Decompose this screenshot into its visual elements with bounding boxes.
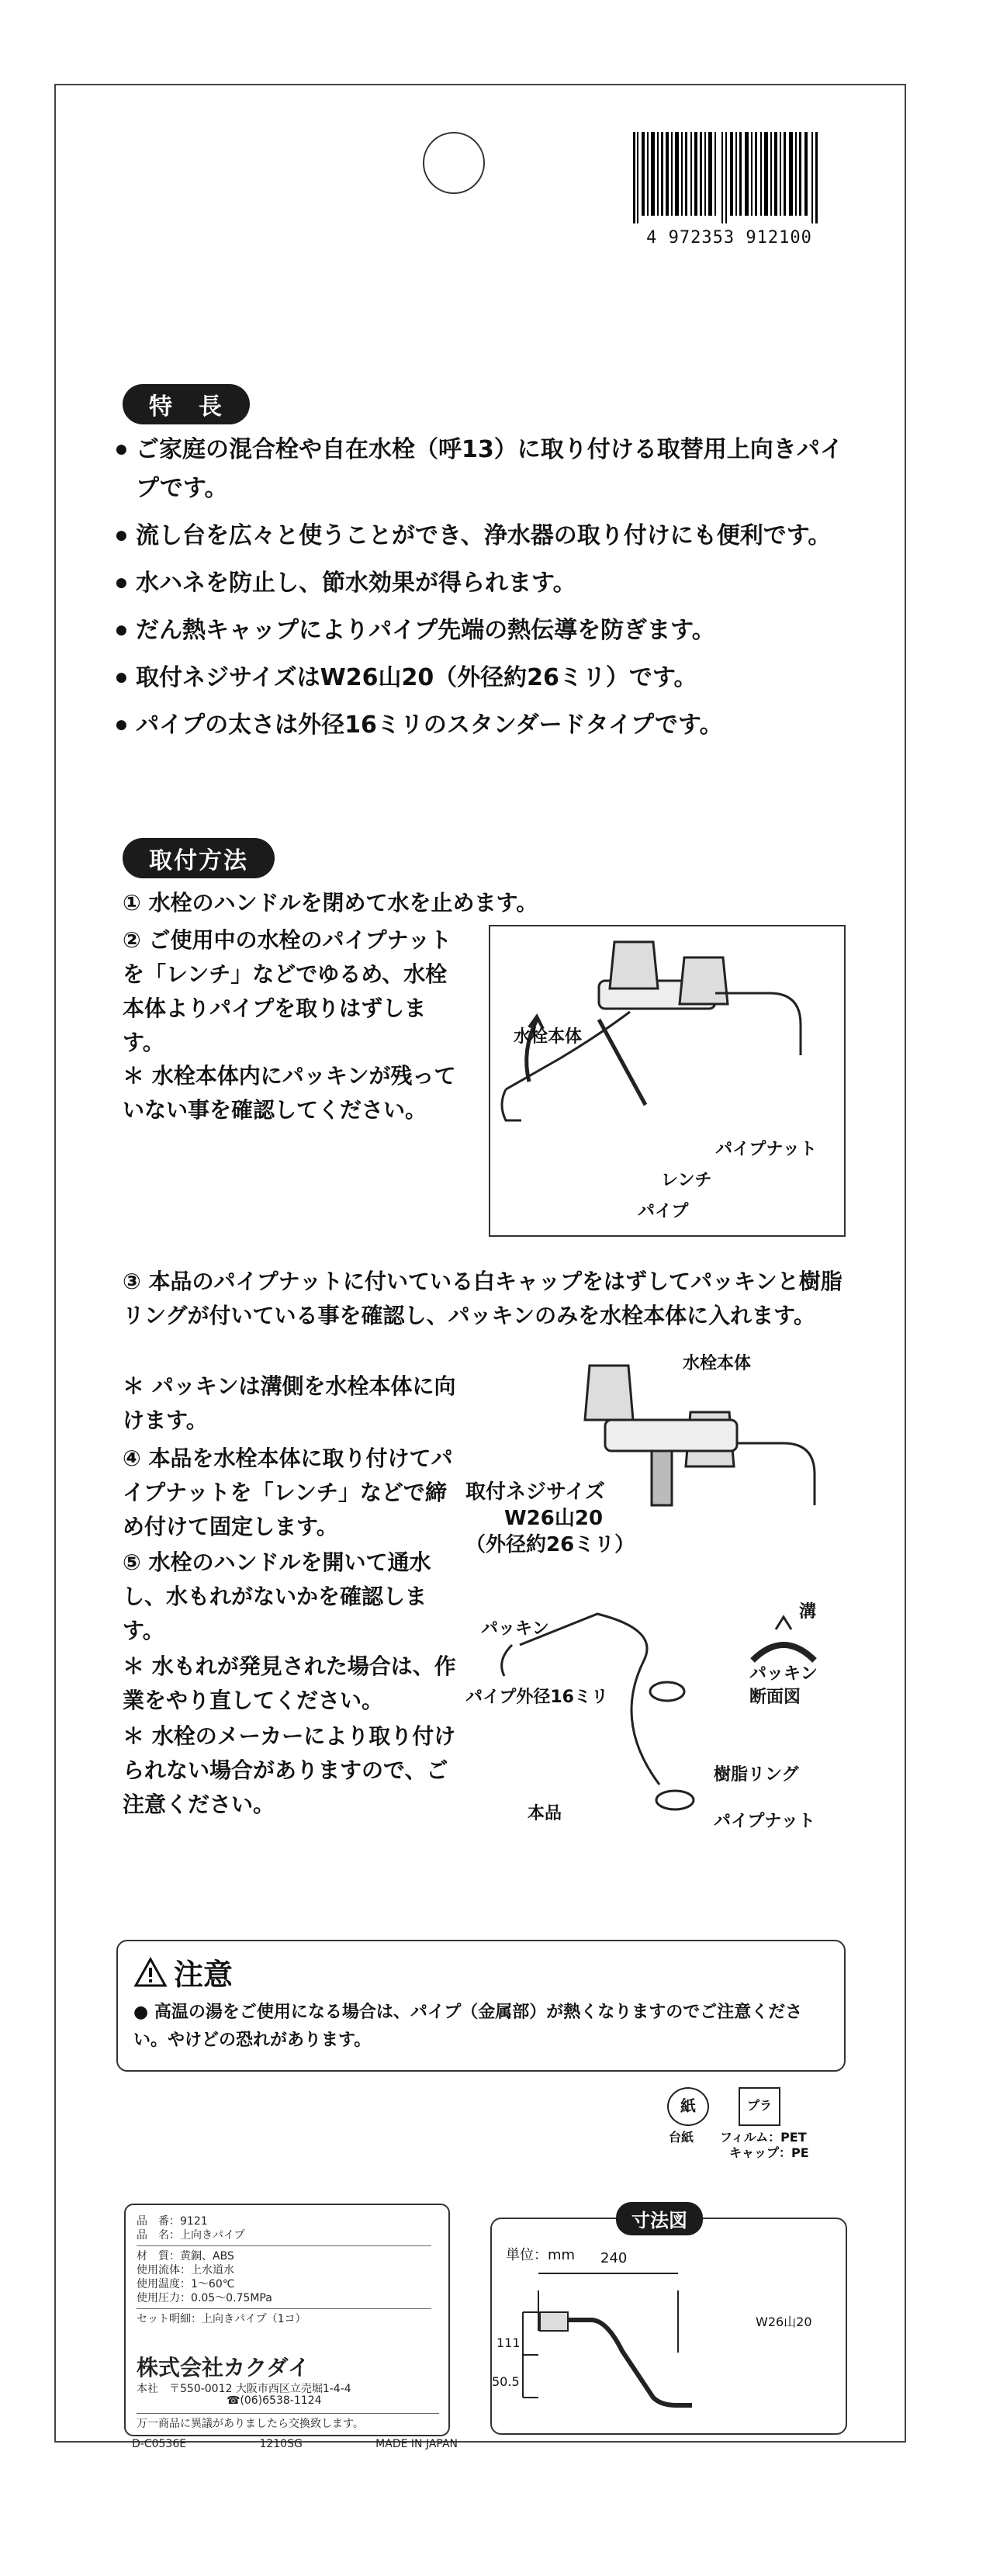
spec-codes — [132, 2438, 458, 2450]
pipe-nut-label-2: パイプナット — [714, 1812, 815, 1831]
company-name: 株式会社カクダイ — [137, 2355, 310, 2380]
barcode — [628, 132, 830, 248]
spec-line: 使用流体：上水道水 — [137, 2264, 234, 2277]
groove-label: 溝 — [799, 1602, 817, 1622]
guarantee-text: 万一商品に異議がありましたら交換致します。 — [137, 2413, 439, 2431]
install-step-3: ③ 本品のパイプナットに付いている白キャップをはずしてパッキンと樹脂リングが付いている事を確認し、パッキンのみを水栓本体に入れます。 — [123, 1269, 842, 1328]
install-note-4: ＊ 水栓のメーカーにより取り付けられない場合がありますので、ご注意ください。 — [123, 1723, 456, 1817]
resin-ring-label: 樹脂リング — [714, 1765, 799, 1785]
install-step-4: ④ 本品を水栓本体に取り付けてパイプナットを「レンチ」などで締め付けて固定します。 — [123, 1446, 453, 1539]
features-list — [120, 431, 865, 753]
barcode-bars — [628, 132, 830, 223]
faucet-body-label: 水栓本体 — [514, 1027, 583, 1047]
spec-line: 材 質：黄銅、ABS — [137, 2250, 234, 2263]
packing-section-label-2: 断面図 — [749, 1688, 801, 1707]
pipe-nut-label: パイプナット — [715, 1140, 817, 1159]
spec-line: 使用温度：1〜60℃ — [137, 2278, 235, 2290]
caution-box — [116, 1940, 846, 2072]
spec-line: 品 番：9121 — [137, 2215, 208, 2228]
install-step-1: ① 水栓のハンドルを閉めて水を止めます。 — [123, 890, 538, 916]
assembly-figure — [465, 1350, 853, 1854]
screw-size-label: 取付ネジサイズ — [465, 1480, 605, 1504]
caution-heading — [133, 1951, 233, 1993]
cap-label: キャップ：PE — [729, 2145, 809, 2160]
product-code: D-C0536E — [132, 2438, 187, 2450]
dimension-heading: 寸法図 — [616, 2202, 703, 2235]
install-step-5: ⑤ 水栓のハンドルを開いて通水し、水もれがないかを確認します。 — [123, 1549, 431, 1643]
packing-label: パッキン — [481, 1619, 549, 1639]
faucet-body-label-2: 水栓本体 — [683, 1354, 752, 1373]
spec-line: 使用圧力：0.05〜0.75MPa — [137, 2292, 272, 2304]
company-tel: ☎(06)6538-1124 — [227, 2394, 322, 2407]
packing-section-label-1: パッキン — [749, 1664, 818, 1684]
barcode-number: 4 972353 912100 — [646, 228, 812, 248]
screw-size-diameter: （外径約26ミリ） — [465, 1533, 635, 1556]
feature-item: ● 取付ネジサイズはW26山20（外径約26ミリ）です。 — [120, 659, 865, 698]
screw-size-value: W26山20 — [504, 1507, 604, 1530]
paper-label: 台紙 — [669, 2130, 694, 2145]
spec-lines — [137, 2214, 431, 2326]
hang-hole — [423, 132, 485, 194]
warning-icon — [133, 1957, 168, 1988]
spec-box — [124, 2204, 458, 2450]
lot-code: 1210SG — [259, 2438, 303, 2450]
dim-width: 240 — [600, 2250, 628, 2266]
pipe-diameter-label: パイプ外径16ミリ — [465, 1688, 608, 1707]
wrench-label: レンチ — [661, 1171, 712, 1190]
spec-set: セット明細：上向きパイプ（1コ） — [137, 2313, 306, 2325]
caution-title: 注意 — [174, 1958, 234, 1992]
company-address: 本社 〒550-0012 大阪市西区立売堀1-4-4 — [137, 2383, 351, 2395]
feature-item: ● だん熱キャップによりパイプ先端の熱伝導を防ぎます。 — [120, 611, 865, 650]
caution-text: ● 高温の湯をご使用になる場合は、パイプ（金属部）が熱くなりますのでご注意ください。やけどの恐れがあります。 — [133, 2003, 803, 2050]
film-label: フィルム：PET — [720, 2130, 807, 2145]
product-label: 本品 — [528, 1804, 562, 1823]
dim-thread: W26山20 — [756, 2315, 812, 2329]
unit-label: 単位：mm — [506, 2247, 576, 2263]
install-heading: 取付方法 — [123, 838, 275, 878]
spec-line: 品 名：上向きパイプ — [137, 2229, 245, 2242]
made-in: MADE IN JAPAN — [375, 2438, 458, 2450]
plastic-recycle-icon: プラ — [739, 2087, 780, 2126]
feature-item: ● パイプの太さは外径16ミリのスタンダードタイプです。 — [120, 706, 865, 745]
pipe-label: パイプ — [638, 1202, 689, 1221]
removal-figure — [489, 925, 846, 1237]
install-note-2: ＊ パッキンは溝側を水栓本体に向けます。 — [123, 1373, 456, 1433]
dim-height-1: 111 — [496, 2335, 521, 2350]
features-heading: 特 長 — [123, 384, 250, 424]
install-note-1: ＊ 水栓本体内にパッキンが残っていない事を確認してください。 — [123, 1063, 456, 1123]
recycle-marks — [667, 2087, 846, 2173]
dim-height-2: 50.5 — [492, 2374, 520, 2389]
paper-recycle-icon: 紙 — [667, 2087, 709, 2126]
install-step-2: ② ご使用中の水栓のパイプナットを「レンチ」などでゆるめ、水栓本体よりパイプを取りはずします。 — [123, 927, 452, 1055]
feature-item: ● 流し台を広々と使うことができ、浄水器の取り付けにも便利です。 — [120, 517, 865, 556]
dimension-box — [490, 2210, 847, 2435]
feature-item: ● 水ハネを防止し、節水効果が得られます。 — [120, 564, 865, 603]
install-note-3: ＊ 水もれが発見された場合は、作業をやり直してください。 — [123, 1653, 456, 1713]
feature-item: ● ご家庭の混合栓や自在水栓（呼13）に取り付ける取替用上向きパイプです。 — [120, 431, 865, 508]
